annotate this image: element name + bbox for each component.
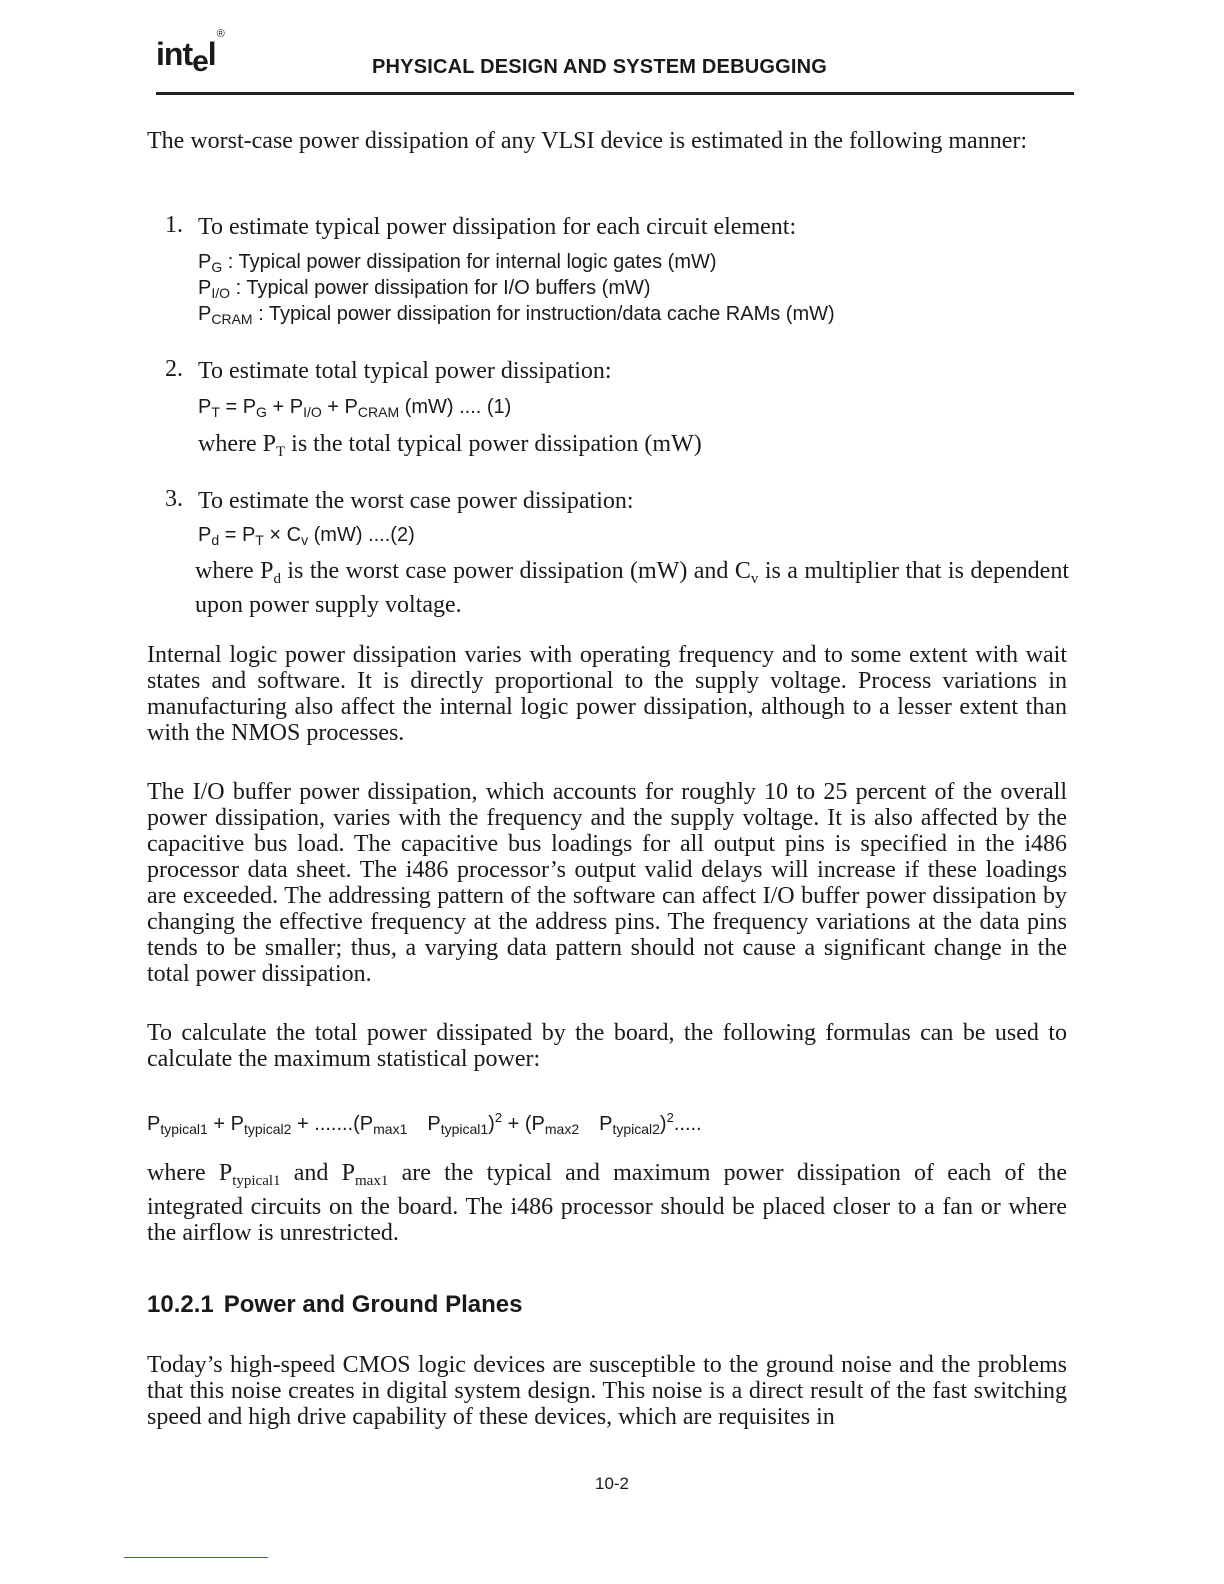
header-rule [156, 92, 1074, 95]
def-pcram: $P_{CRAM}$ : Typical power dissipation for instruction/data cache RAMs (mW) [198, 303, 835, 327]
step-3-title: To estimate the worst case power dissipation: [198, 488, 634, 514]
section-heading: 10.2.1 Power and Ground Planes [147, 1291, 523, 1318]
step-3-number: 3. [165, 486, 183, 512]
def-pio: $P_{I/O}$ : Typical power dissipation for I/O buffers (mW) [198, 277, 651, 301]
statistical-power-formula: $P_{typical1} + P_{typical2} + .......(P_{max1}$ $P_{typical1})^2 + (P_{max2}$ $P_{typical2})^2$..... [147, 1110, 702, 1137]
page-number: 10-2 [594, 1474, 630, 1493]
step-1-number: 1. [165, 212, 183, 238]
internal-logic-paragraph: Internal logic power dissipation varies with operating frequency and to some extent with wait states and software. It is directly proportional to the supply voltage. Process variations in manufacturing also affect the internal logic power dissipation, although to a lesser extent than with the NMOS processes. [147, 642, 1067, 746]
equation-1-where: where $P_T$ is the total typical power dissipation (mW) [198, 431, 702, 460]
equation-1: $P_T = P_G + P_{I/O} + P_{CRAM}$ (mW) .... (1) [198, 396, 512, 420]
equation-2-where: where $P_d$ is the worst case power dissipation (mW) and $C_v$ is a multiplier that is dependent upon power supply voltage. [195, 558, 1069, 618]
board-power-paragraph: To calculate the total power dissipated by the board, the following formulas can be used to calculate the maximum statistical power: [147, 1020, 1067, 1072]
step-1-title: To estimate typical power dissipation for each circuit element: [198, 214, 797, 240]
io-buffer-paragraph: The I/O buffer power dissipation, which accounts for roughly 10 to 25 percent of the overall power dissipation, varies with the frequency and the supply voltage. It is also affected by the capacitive bus load. The capacitive bus loadings for all output pins is specified in the i486 processor data sheet. The i486 processor’s output valid delays will increase if these loadings are exceeded. The addressing pattern of the software can affect I/O buffer power dissipation by changing the effective frequency at the address pins. The frequency variations at the data pins tends to be smaller; thus, a varying data pattern should not cause a significant change in the total power dissipation. [147, 779, 1067, 987]
step-2-title: To estimate total typical power dissipation: [198, 358, 612, 384]
running-header-title: PHYSICAL DESIGN AND SYSTEM DEBUGGING [372, 56, 828, 78]
step-2-number: 2. [165, 356, 183, 382]
intel-logo: intel® [156, 28, 224, 78]
equation-2: $P_d = P_T \times C_v$ (mW) ....(2) [198, 524, 415, 548]
footer-link-underline [124, 1557, 268, 1558]
intro-paragraph: The worst-case power dissipation of any VLSI device is estimated in the following manner: [147, 128, 1028, 154]
cmos-noise-paragraph: Today’s high-speed CMOS logic devices are susceptible to the ground noise and the problems that this noise creates in digital system design. This noise is a direct result of the fast switching speed and high drive capability of these devices, which are requisites in [147, 1352, 1067, 1430]
formula-where-paragraph: where $P_{typical1}$ and $P_{max1}$ are the typical and maximum power dissipation of each of the integrated circuits on the board. The i486 processor should be placed closer to a fan or where the airflow is unrestricted. [147, 1160, 1068, 1246]
def-pg: $P_G$ : Typical power dissipation for internal logic gates (mW) [198, 251, 717, 275]
